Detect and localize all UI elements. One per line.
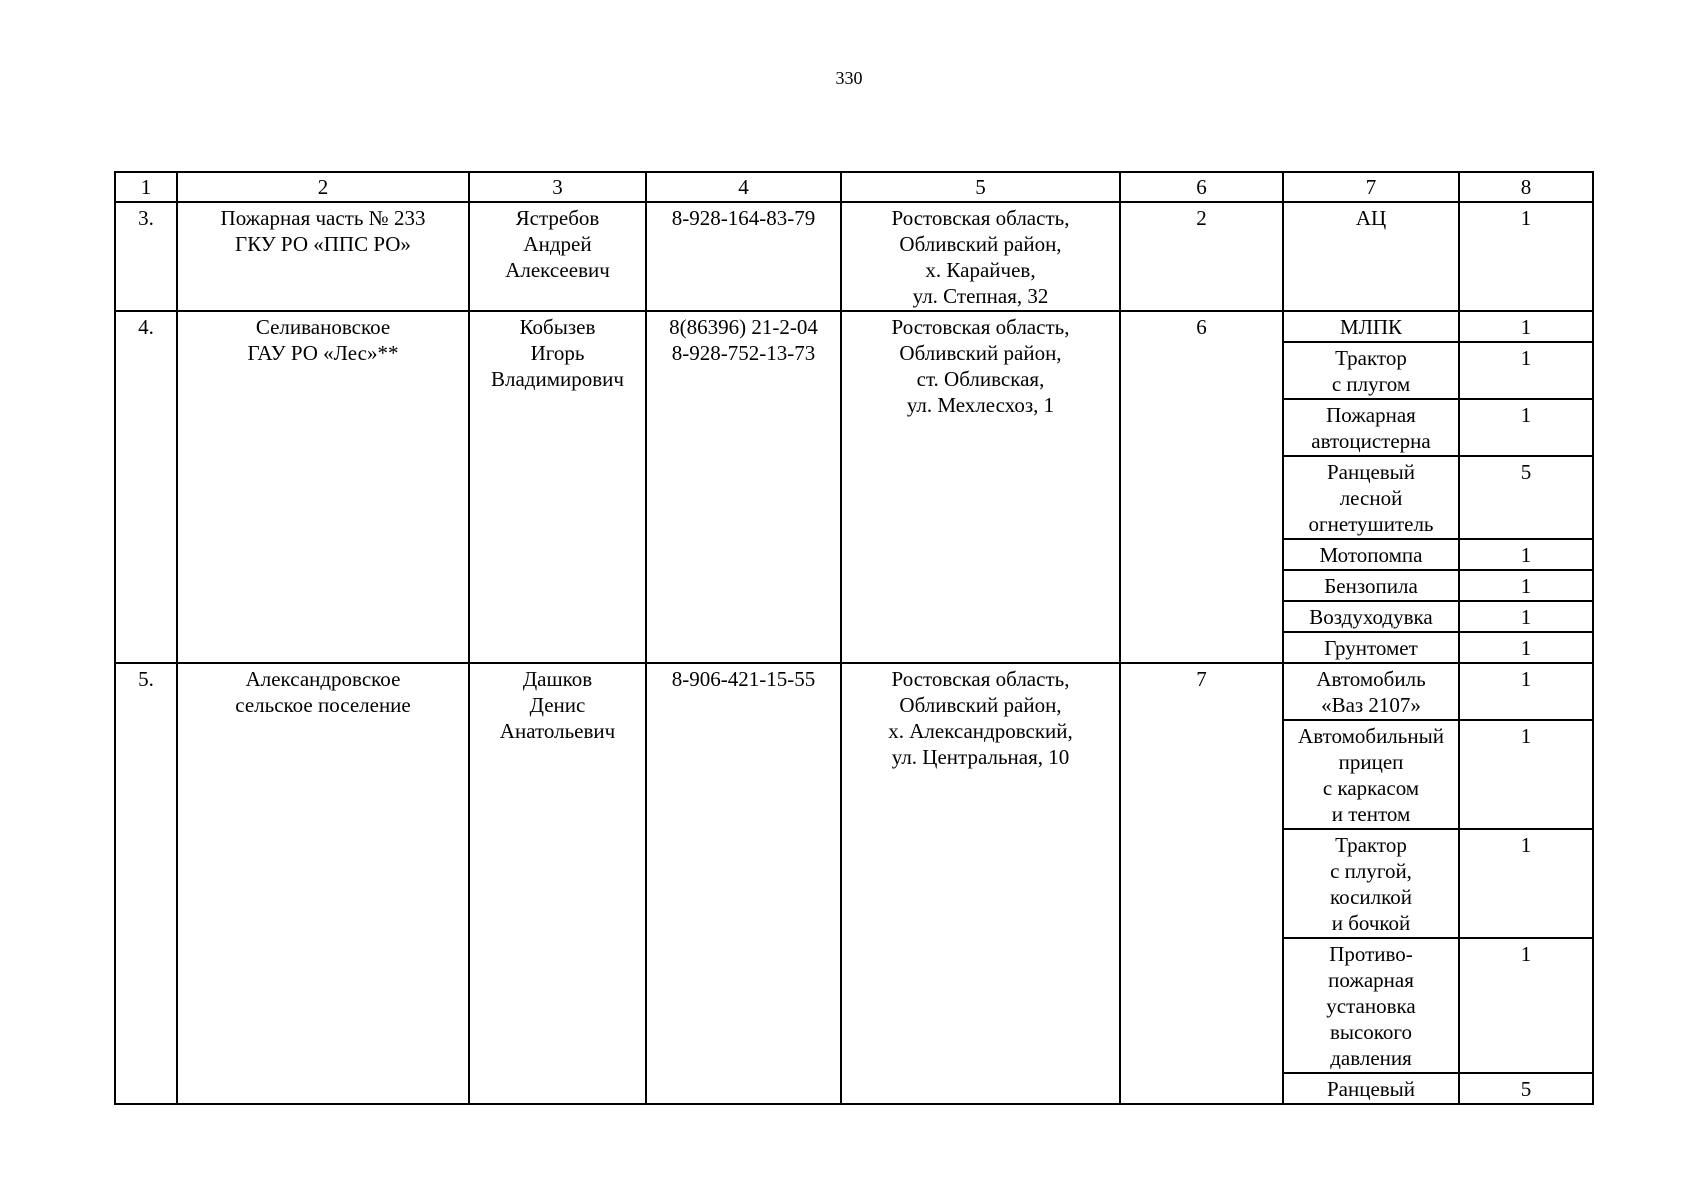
address-cell: Ростовская область, Обливский район, ст. Обливская, ул. Мехлесхоз, 1 [841, 311, 1120, 663]
responsible-person-cell: Дашков Денис Анатольевич [469, 663, 646, 1104]
equipment-qty-cell: 1 [1459, 601, 1593, 632]
equipment-qty-cell: 1 [1459, 570, 1593, 601]
equipment-name-cell: АЦ [1283, 202, 1459, 311]
table-row [115, 663, 1593, 720]
equipment-name-cell: Бензопила [1283, 570, 1459, 601]
address-cell: Ростовская область, Обливский район, х. Карайчев, ул. Степная, 32 [841, 202, 1120, 311]
count-cell: 7 [1120, 663, 1283, 1104]
header-cell: 2 [177, 172, 469, 202]
equipment-name-cell: Мотопомпа [1283, 539, 1459, 570]
header-cell: 8 [1459, 172, 1593, 202]
row-number-cell: 3. [115, 202, 177, 311]
table-row [115, 311, 1593, 342]
address-cell: Ростовская область, Обливский район, х. Александровский, ул. Центральная, 10 [841, 663, 1120, 1104]
phone-cell: 8(86396) 21-2-04 8-928-752-13-73 [646, 311, 841, 663]
header-cell: 4 [646, 172, 841, 202]
phone-cell: 8-928-164-83-79 [646, 202, 841, 311]
equipment-qty-cell: 1 [1459, 938, 1593, 1073]
responsible-person-cell: Ястребов Андрей Алексеевич [469, 202, 646, 311]
responsible-person-cell: Кобызев Игорь Владимирович [469, 311, 646, 663]
equipment-qty-cell: 1 [1459, 663, 1593, 720]
row-number-cell: 4. [115, 311, 177, 663]
phone-cell: 8-906-421-15-55 [646, 663, 841, 1104]
equipment-qty-cell: 1 [1459, 720, 1593, 829]
header-row [115, 172, 1593, 202]
count-cell: 6 [1120, 311, 1283, 663]
equipment-name-cell: Ранцевый лесной огнетушитель [1283, 456, 1459, 539]
equipment-name-cell: Автомобиль «Ваз 2107» [1283, 663, 1459, 720]
organization-cell: Селивановское ГАУ РО «Лес»** [177, 311, 469, 663]
header-cell: 5 [841, 172, 1120, 202]
header-cell: 1 [115, 172, 177, 202]
row-number-cell: 5. [115, 663, 177, 1104]
page-number: 330 [835, 68, 863, 88]
equipment-qty-cell: 1 [1459, 399, 1593, 456]
equipment-qty-cell: 5 [1459, 456, 1593, 539]
equipment-qty-cell: 1 [1459, 539, 1593, 570]
equipment-qty-cell: 1 [1459, 632, 1593, 663]
equipment-name-cell: Автомобильный прицеп с каркасом и тентом [1283, 720, 1459, 829]
equipment-name-cell: Грунтомет [1283, 632, 1459, 663]
equipment-name-cell: Воздуходувка [1283, 601, 1459, 632]
equipment-name-cell: МЛПК [1283, 311, 1459, 342]
equipment-qty-cell: 5 [1459, 1073, 1593, 1104]
equipment-qty-cell: 1 [1459, 829, 1593, 938]
equipment-name-cell: Трактор с плугом [1283, 342, 1459, 399]
organization-cell: Пожарная часть № 233 ГКУ РО «ППС РО» [177, 202, 469, 311]
equipment-table [114, 171, 1594, 1105]
equipment-name-cell: Трактор с плугой, косилкой и бочкой [1283, 829, 1459, 938]
table-row [115, 202, 1593, 311]
header-cell: 6 [1120, 172, 1283, 202]
equipment-name-cell: Пожарная автоцистерна [1283, 399, 1459, 456]
equipment-qty-cell: 1 [1459, 342, 1593, 399]
header-cell: 3 [469, 172, 646, 202]
equipment-qty-cell: 1 [1459, 202, 1593, 311]
organization-cell: Александровское сельское поселение [177, 663, 469, 1104]
equipment-name-cell: Ранцевый [1283, 1073, 1459, 1104]
equipment-name-cell: Противо- пожарная установка высокого давления [1283, 938, 1459, 1073]
equipment-qty-cell: 1 [1459, 311, 1593, 342]
header-cell: 7 [1283, 172, 1459, 202]
count-cell: 2 [1120, 202, 1283, 311]
